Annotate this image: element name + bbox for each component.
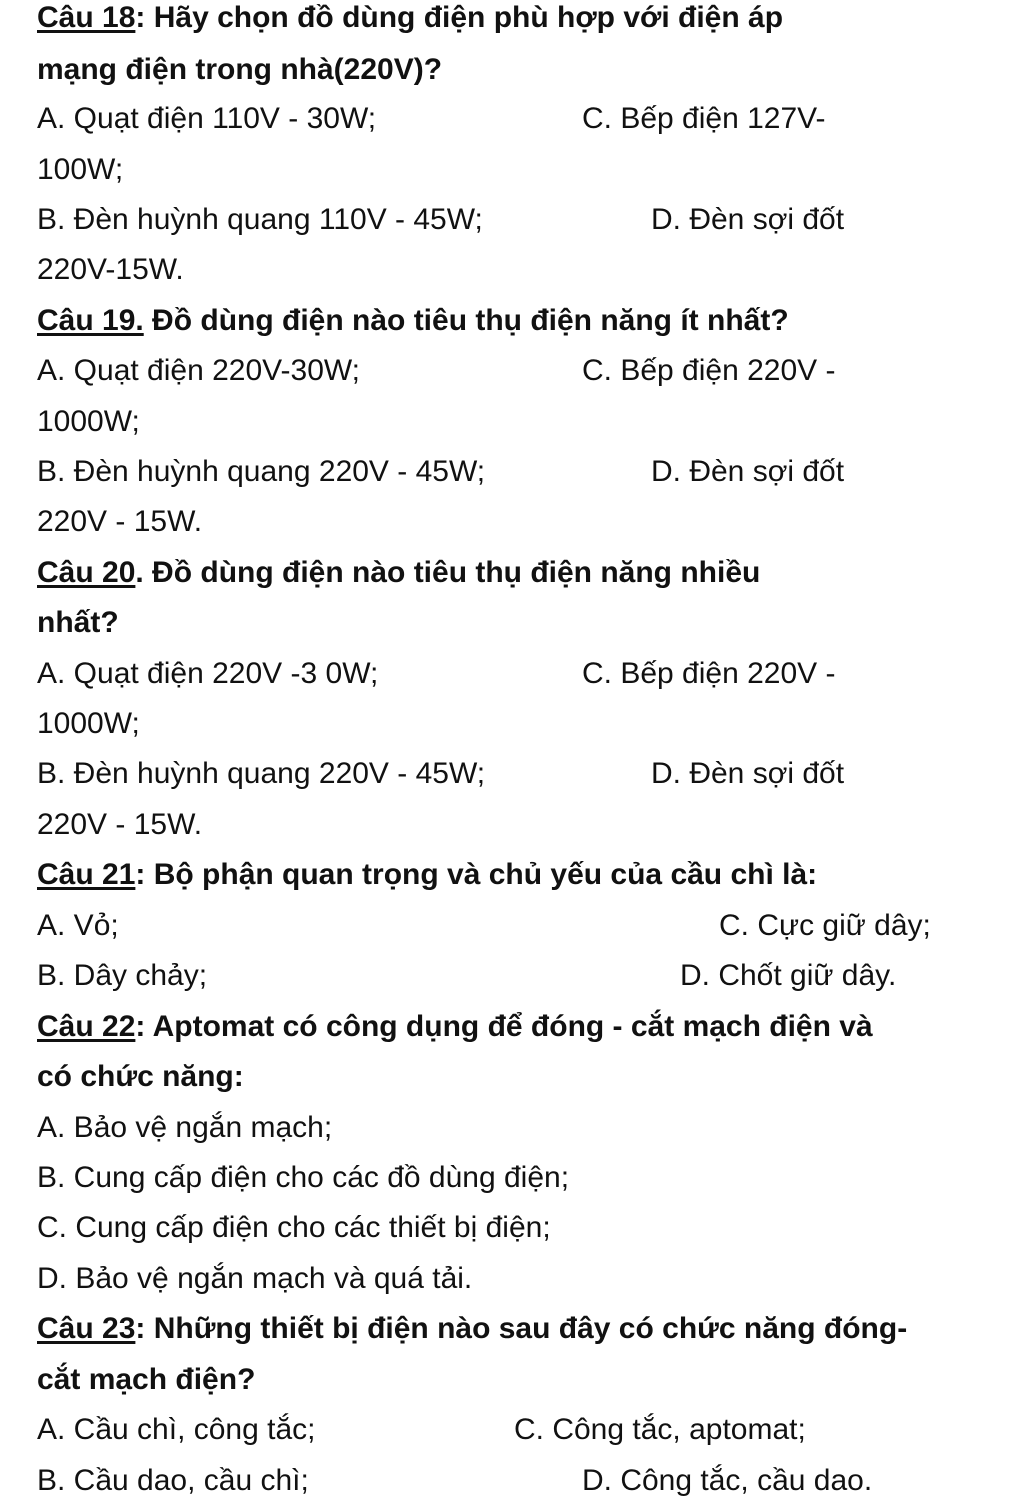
question-text: Đồ dùng điện nào tiêu thụ điện năng ít nhất? — [143, 304, 789, 337]
question-text: : Những thiết bị điện nào sau đây có chức năng đóng- — [135, 1312, 908, 1345]
answer-b: B. Dây chảy; — [37, 959, 208, 992]
answer-b: B. Đèn huỳnh quang 220V - 45W; — [37, 757, 486, 790]
answer-b: B. Đèn huỳnh quang 110V - 45W; — [37, 203, 483, 236]
question-number: Câu 21 — [37, 858, 136, 891]
answer-c: C. Công tắc, aptomat; — [514, 1413, 806, 1446]
answer-d-cont: 220V-15W. — [37, 253, 184, 286]
question-18-heading — [37, 0, 783, 36]
question-number: Câu 19. — [37, 304, 144, 337]
answer-c: C. Cực giữ dây; — [719, 909, 931, 942]
answer-d: D. Chốt giữ dây. — [680, 959, 897, 992]
answer-c: C. Bếp điện 220V - — [582, 657, 836, 690]
answer-d: D. Đèn sợi đốt — [651, 203, 845, 236]
answer-d: D. Công tắc, cầu dao. — [582, 1464, 873, 1497]
answer-a: A. Bảo vệ ngắn mạch; — [37, 1111, 333, 1144]
answer-a: A. Quạt điện 110V - 30W; — [37, 102, 377, 135]
answer-a: A. Vỏ; — [37, 909, 119, 942]
question-20-heading — [37, 555, 760, 591]
question-20-heading-cont: nhất? — [37, 606, 119, 639]
question-number: Câu 22 — [37, 1010, 136, 1043]
question-22-heading — [37, 1009, 873, 1045]
question-23-heading — [37, 1311, 907, 1347]
question-text: : Bộ phận quan trọng và chủ yếu của cầu chì là: — [135, 858, 818, 891]
question-19-heading — [37, 303, 789, 339]
question-23-heading-cont: cắt mạch điện? — [37, 1363, 256, 1396]
question-21-heading — [37, 857, 817, 893]
answer-d: D. Đèn sợi đốt — [651, 757, 845, 790]
answer-c: C. Cung cấp điện cho các thiết bị điện; — [37, 1211, 551, 1244]
answer-b: B. Cầu dao, cầu chì; — [37, 1464, 309, 1497]
answer-d-cont: 220V - 15W. — [37, 505, 203, 538]
answer-d-cont: 220V - 15W. — [37, 808, 203, 841]
answer-c-cont: 100W; — [37, 153, 124, 186]
question-number: Câu 18 — [37, 1, 136, 34]
question-22-heading-cont: có chức năng: — [37, 1060, 244, 1093]
answer-c: C. Bếp điện 127V- — [582, 102, 826, 135]
answer-c-cont: 1000W; — [37, 405, 140, 438]
answer-d: D. Bảo vệ ngắn mạch và quá tải. — [37, 1262, 473, 1295]
answer-a: A. Quạt điện 220V -3 0W; — [37, 657, 379, 690]
answer-b: B. Cung cấp điện cho các đồ dùng điện; — [37, 1161, 570, 1194]
question-text: . Đồ dùng điện nào tiêu thụ điện năng nhiều — [135, 556, 761, 589]
question-text: : Aptomat có công dụng để đóng - cắt mạch điện và — [135, 1010, 873, 1043]
answer-c: C. Bếp điện 220V - — [582, 354, 836, 387]
answer-a: A. Cầu chì, công tắc; — [37, 1413, 316, 1446]
question-number: Câu 23 — [37, 1312, 136, 1345]
question-text: : Hãy chọn đồ dùng điện phù hợp với điện áp — [135, 1, 784, 34]
answer-a: A. Quạt điện 220V-30W; — [37, 354, 360, 387]
answer-b: B. Đèn huỳnh quang 220V - 45W; — [37, 455, 486, 488]
answer-c-cont: 1000W; — [37, 707, 140, 740]
answer-d: D. Đèn sợi đốt — [651, 455, 845, 488]
question-number: Câu 20 — [37, 556, 136, 589]
question-18-heading-cont: mạng điện trong nhà(220V)? — [37, 53, 443, 86]
